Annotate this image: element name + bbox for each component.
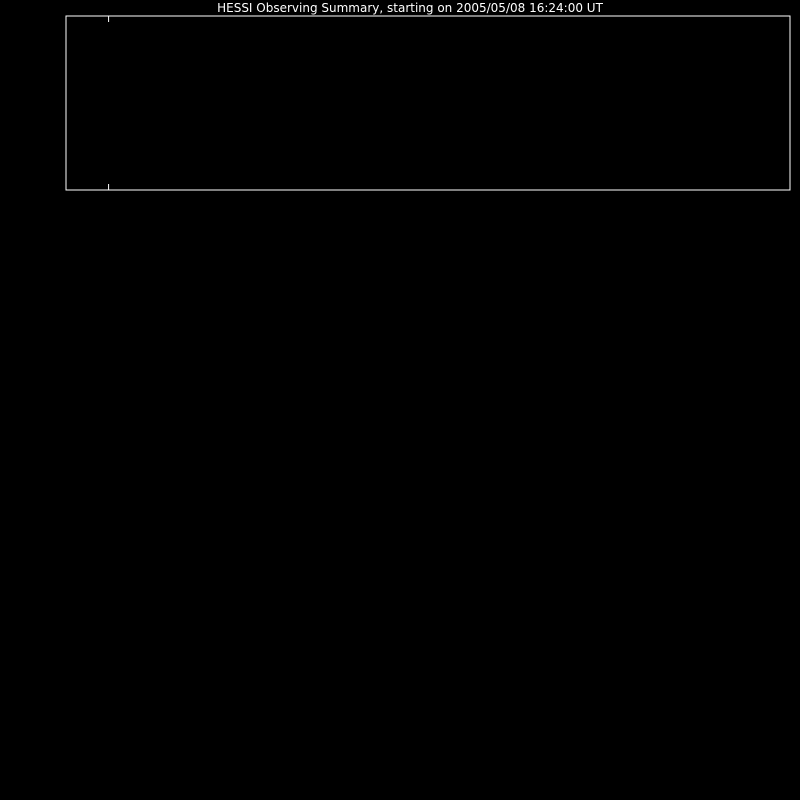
front-frame: [66, 16, 790, 190]
figure-title: HESSI Observing Summary, starting on 2005/05/08 16:24:00 UT: [217, 1, 603, 15]
plots-group: [66, 16, 790, 190]
